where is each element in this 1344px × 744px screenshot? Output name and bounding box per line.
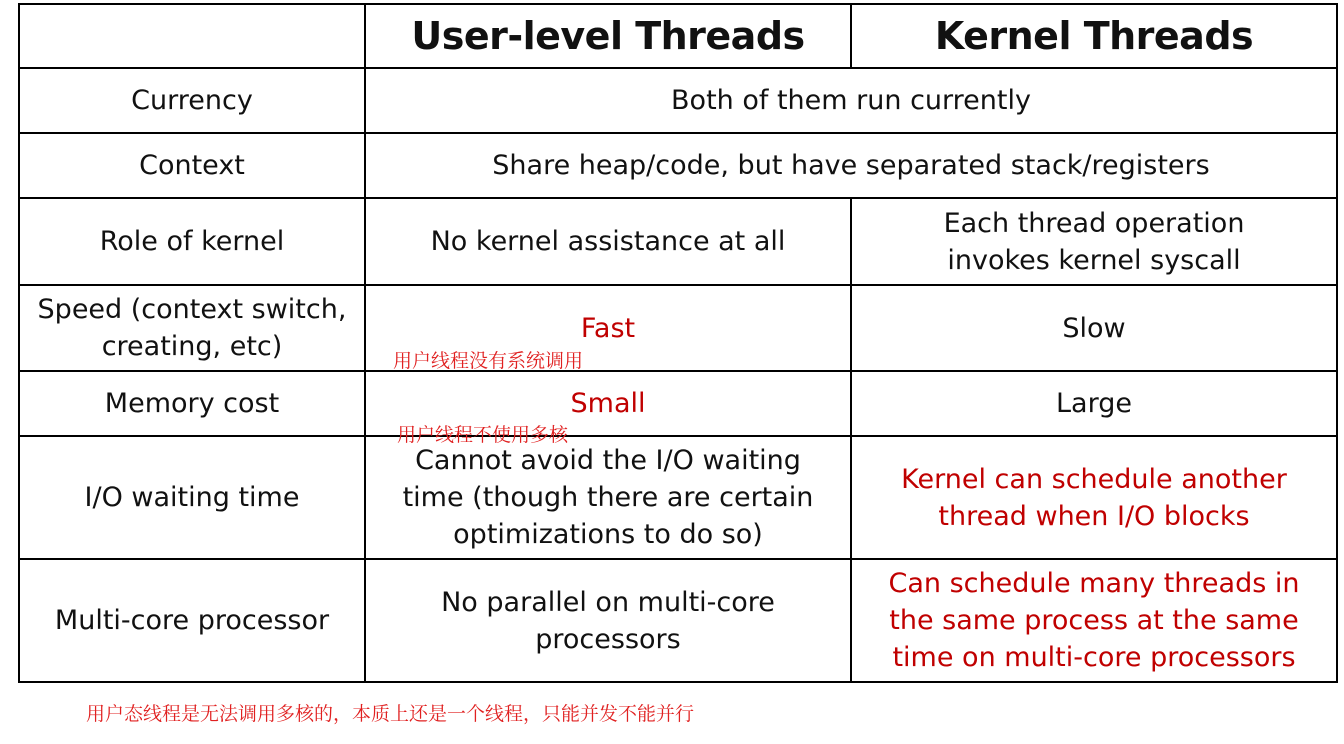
header-user-level-threads: User-level Threads — [411, 13, 805, 58]
multicore-user-value: No parallel on multi-core processors — [441, 586, 775, 655]
row-divider — [18, 67, 1338, 69]
table-border-top — [18, 3, 1338, 5]
column-divider — [850, 3, 852, 69]
speed-kernel-value: Slow — [1062, 312, 1126, 344]
row-divider — [18, 132, 1338, 134]
role-kernel-value: Each thread operation invokes kernel syscall — [943, 207, 1245, 276]
annotation-no-multicore: 用户线程不使用多核 — [397, 424, 569, 446]
table-border-left — [18, 3, 20, 683]
io-user-value: Cannot avoid the I/O waiting time (though there are certain optimizations to do so) — [402, 445, 814, 550]
header-corner-cell — [19, 4, 365, 68]
memory-user-value: Small — [570, 388, 646, 419]
row-label-speed: Speed (context switch, creating, etc) — [37, 294, 347, 362]
row-divider — [18, 284, 1338, 286]
row-divider — [18, 197, 1338, 199]
table-border-bottom — [18, 681, 1338, 683]
row-label-io-waiting-time: I/O waiting time — [84, 482, 300, 513]
row-label-role-of-kernel: Role of kernel — [99, 226, 285, 257]
row-divider — [18, 558, 1338, 560]
row-divider — [18, 435, 1338, 437]
table-border-right — [1336, 3, 1338, 683]
annotation-no-syscall: 用户线程没有系统调用 — [393, 350, 584, 372]
role-user-value: No kernel assistance at all — [430, 226, 786, 257]
io-kernel-value: Kernel can schedule another thread when I/O blocks — [901, 463, 1287, 532]
context-merged-value: Share heap/code, but have separated stack/registers — [492, 150, 1210, 181]
multicore-kernel-value: Can schedule many threads in the same process at the same time on multi-core processors — [888, 568, 1300, 673]
row-divider — [18, 370, 1338, 372]
header-kernel-threads: Kernel Threads — [934, 13, 1254, 58]
column-divider — [364, 3, 366, 683]
row-label-memory-cost: Memory cost — [104, 388, 280, 419]
row-label-context: Context — [139, 150, 245, 181]
row-label-multi-core-processor: Multi-core processor — [54, 605, 330, 636]
speed-user-value: Fast — [580, 312, 636, 344]
currency-merged-value: Both of them run currently — [671, 85, 1031, 116]
column-divider — [850, 197, 852, 683]
memory-kernel-value: Large — [1056, 388, 1132, 419]
row-label-currency: Currency — [131, 85, 253, 116]
annotation-footer: 用户态线程是无法调用多核的，本质上还是一个线程，只能并发不能并行 — [86, 703, 695, 725]
